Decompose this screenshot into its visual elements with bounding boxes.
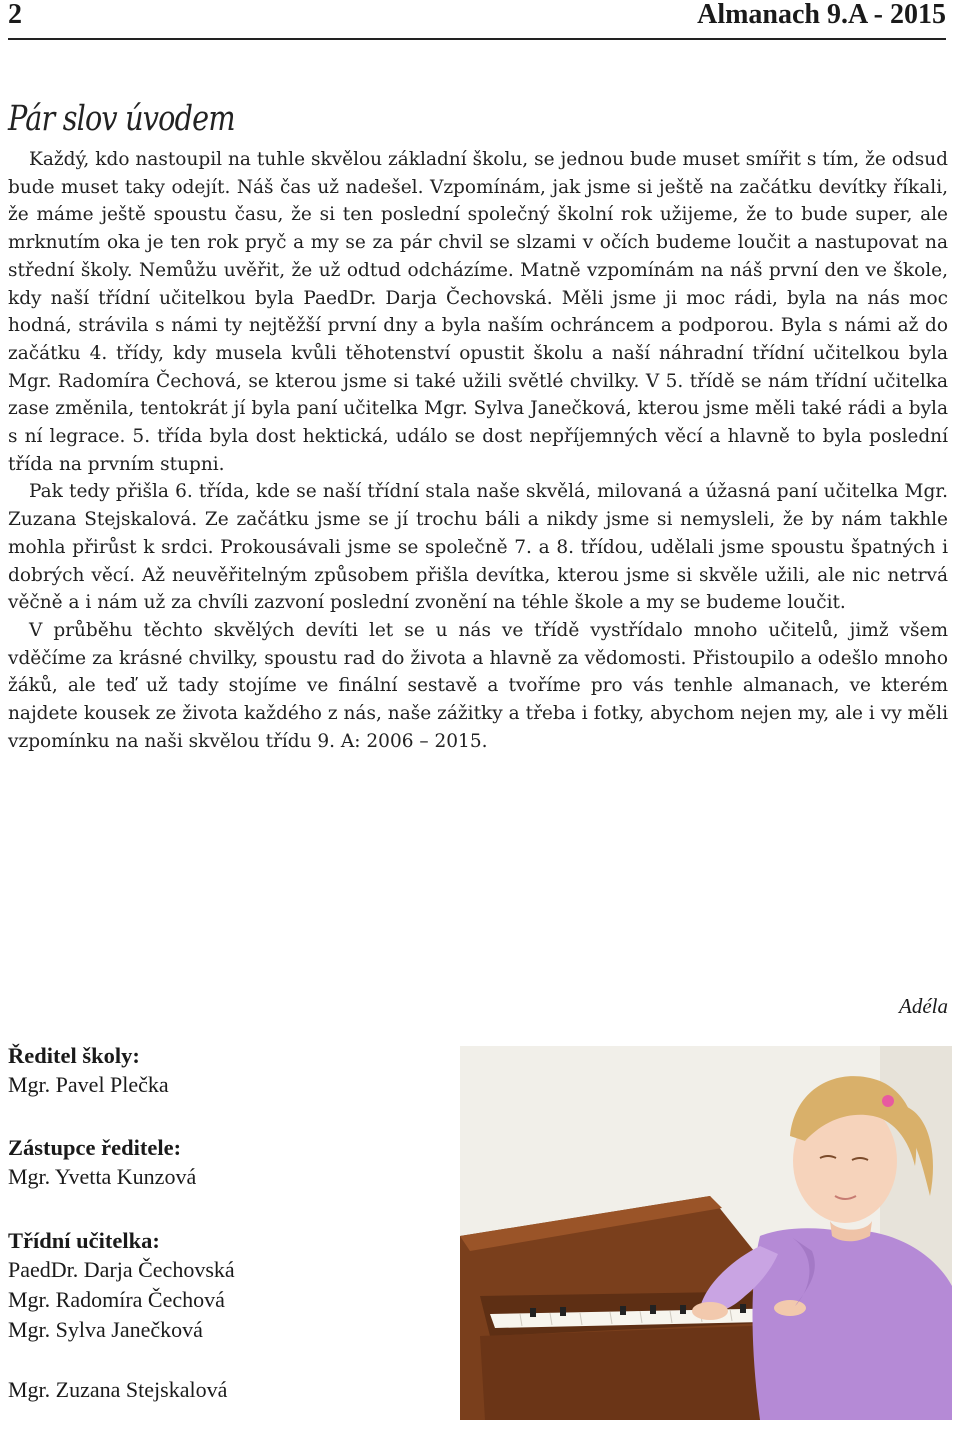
deputy-label: Zástupce ředitele: — [8, 1135, 182, 1160]
paragraph-1: Každý, kdo nastoupil na tuhle skvělou základní školu, se jednou bude muset smířit s tím, že odsud bude muset taky odejít. Náš čas už nadešel. Vzpomínám, jak jsme si ještě na začátku devítky říkali, že máme ještě spoustu času, že si ten poslední společný školní rok užijeme, že to bude super, ale mrknutím oka je ten rok pryč a my se za pár chvil se slzami v očích budeme loučit a nastupovat na střední školy. Nemůžu uvěřit, že už odtud odcházíme. Matně vzpomínám na náš první den ve škole, kdy naší třídní učitelkou byla PaedDr. Darja Čechovská. Měli jsme ji moc rádi, byla na nás moc hodná, strávila s námi ty nejtěžší první dny a byla naším ochráncem a podporou. Byla s námi až do začátku 4. třídy, kdy musela kvůli těhotenství opustit školu a naší náhradní třídní učitelkou byla Mgr. Radomíra Čechová, se kterou jsme si také užili světlé chvilky. V 5. třídě se nám třídní učitelka zase změnila, tentokrát jí byla paní učitelka Mgr. Sylva Janečková, kterou jsme měli také rádi a byla s ní legrace. 5. třída byla dost hektická, událo se dost nepříjemných věcí a hlavně to byla poslední třída na prvním stupni. — [8, 149, 948, 475]
article-body — [8, 146, 948, 755]
director-group — [8, 1042, 169, 1100]
current-teacher-name: Mgr. Zuzana Stejskalová — [8, 1377, 228, 1402]
article-title: Pár slov úvodem — [8, 99, 235, 139]
class-teacher-label: Třídní učitelka: — [8, 1228, 160, 1253]
photo-illustration — [460, 1046, 952, 1420]
director-label: Ředitel školy: — [8, 1043, 140, 1068]
class-teacher-group — [8, 1227, 235, 1345]
page-number: 2 — [8, 0, 22, 30]
deputy-name: Mgr. Yvetta Kunzová — [8, 1164, 197, 1189]
header-rule — [8, 38, 946, 40]
current-teacher-group — [8, 1375, 227, 1405]
page-header — [8, 0, 946, 40]
piano-girl-photo — [460, 1046, 952, 1420]
paragraph-2: Pak tedy přišla 6. třída, kde se naší třídní stala naše skvělá, milovaná a úžasná paní učitelka Mgr. Zuzana Stejskalová. Ze začátku jsme se jí trochu báli a nikdy jsme si nemysleli, že by nám takhle mohla přirůst k srdci. Prokousávali jsme se společně 7. a 8. třídou, udělali jsme spoustu špatných i dobrých věcí. Až neuvěřitelným způsobem přišla devítka, kterou jsme si skvěle užili, ale nic netrvá věčně a i nám už za chvíli zazvoní poslední zvonění na téhle škole a my se budeme loučit. — [8, 481, 948, 614]
class-teacher-name: PaedDr. Darja Čechovská — [8, 1257, 235, 1282]
paragraph-3: V průběhu těchto skvělých devíti let se u nás ve třídě vystřídalo mnoho učitelů, jimž všem vděčíme za krásné chvilky, spoustu rad do života a hlavně za vědomosti. Přistoupilo a odešlo mnoho žáků, ale teď už tady stojíme ve finální sestavě a tvoříme pro vás tenhle almanach, ve kterém najdete kousek ze života každého z nás, naše zážitky a třeba i fotky, abychom nejen my, ale i vy měli vzpomínku na naši skvělou třídu 9. A: 2006 – 2015. — [8, 619, 948, 752]
running-title: Almanach 9.A - 2015 — [697, 0, 946, 30]
class-teacher-name: Mgr. Radomíra Čechová — [8, 1287, 225, 1312]
class-teacher-name: Mgr. Sylva Janečková — [8, 1317, 203, 1342]
author-signature: Adéla — [899, 994, 948, 1018]
director-name: Mgr. Pavel Plečka — [8, 1072, 169, 1097]
deputy-group — [8, 1134, 196, 1192]
